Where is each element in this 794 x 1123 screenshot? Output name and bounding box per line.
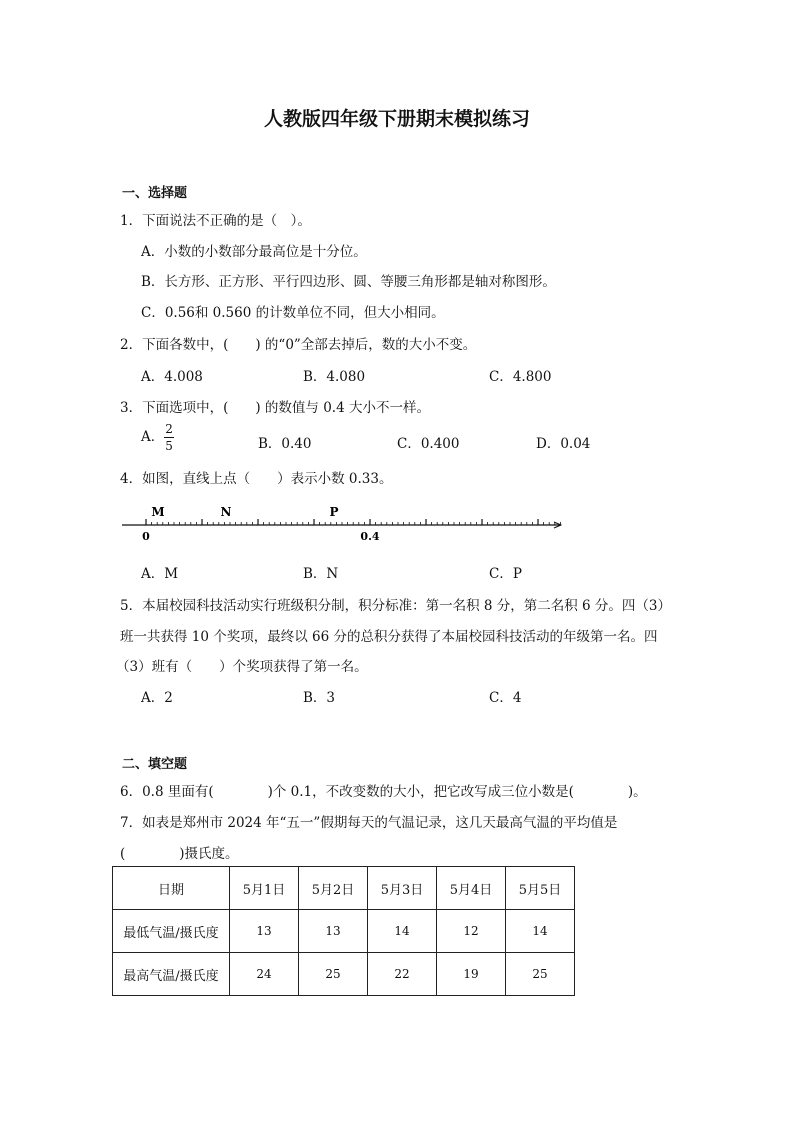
temperature-table [112,866,575,996]
question-4-stem: 4．如图，直线上点（ ）表示小数 0.33。 [120,471,393,487]
section-heading-fill: 二、填空题 [122,757,188,772]
question-2-option-a: A．4.008 [141,369,203,385]
question-5-line-2: 班一共获得 10 个奖项，最终以 66 分的总积分获得了本届校园科技活动的年级第一名。四 [120,629,658,645]
question-2-option-b: B．4.080 [303,369,366,385]
question-4-option-b: B．N [303,566,339,582]
number-line-ticks [146,519,560,525]
table-cell: 25 [506,953,575,996]
fraction-two-fifths [164,423,174,452]
row-label-low: 最低气温/摄氏度 [113,910,230,953]
question-3-option-c: C．0.400 [397,436,460,452]
question-5-option-c: C．4 [489,690,522,706]
table-header-cell: 5月2日 [299,867,368,910]
row-label-high: 最高气温/摄氏度 [113,953,230,996]
table-cell: 19 [437,953,506,996]
question-3-option-b: B．0.40 [258,436,312,452]
question-1-option-b: B．长方形、正方形、平行四边形、圆、等腰三角形都是轴对称图形。 [141,274,556,290]
table-header-cell: 5月3日 [368,867,437,910]
tick-label-point-four: 0.4 [360,530,380,543]
table-header-cell: 5月4日 [437,867,506,910]
question-5-option-a: A．2 [141,690,173,706]
section-heading-choice: 一、选择题 [122,186,188,201]
fraction-denominator: 5 [165,439,173,453]
question-1-option-c: C．0.56和 0.560 的计数单位不同，但大小相同。 [141,305,445,321]
table-row-high [113,953,575,996]
question-5-option-b: B．3 [303,690,336,706]
tick-label-zero: 0 [142,530,150,543]
question-6: 6．0.8 里面有( )个 0.1，不改变数的大小，把它改写成三位小数是( )。 [120,784,647,800]
question-5-line-3: （3）班有（ ）个奖项获得了第一名。 [116,659,368,675]
question-7-line-2: ( )摄氏度。 [120,846,239,862]
table-cell: 22 [368,953,437,996]
table-header-cell: 5月1日 [230,867,299,910]
question-7-line-1: 7．如表是郑州市 2024 年“五一”假期每天的气温记录，这几天最高气温的平均值是 [120,815,618,831]
question-1-option-a: A．小数的小数部分最高位是十分位。 [141,244,367,260]
table-cell: 13 [230,910,299,953]
question-4-option-a: A．M [141,566,179,582]
table-cell: 14 [506,910,575,953]
point-n-label: N [220,505,232,519]
option-a-prefix: A． [141,429,165,445]
question-3-option-a [141,423,174,452]
number-line-figure [118,500,568,548]
question-1-stem: 1．下面说法不正确的是（ ）。 [120,213,311,229]
question-3-option-d: D．0.04 [536,436,591,452]
table-row-low [113,910,575,953]
table-cell: 24 [230,953,299,996]
point-m-label: M [151,505,165,519]
fraction-numerator: 2 [165,422,173,436]
table-header-row [113,867,575,910]
question-5-line-1: 5．本届校园科技活动实行班级积分制，积分标准：第一名积 8 分，第二名积 6 分。四（3） [120,598,672,614]
table-cell: 12 [437,910,506,953]
table-cell: 25 [299,953,368,996]
table-header-cell: 日期 [113,867,230,910]
table-cell: 13 [299,910,368,953]
table-cell: 14 [368,910,437,953]
table-header-cell: 5月5日 [506,867,575,910]
question-3-stem: 3．下面选项中，( ) 的数值与 0.4 大小不一样。 [120,400,430,416]
point-p-label: P [329,505,339,519]
question-4-option-c: C．P [489,566,522,582]
question-2-stem: 2．下面各数中，( ) 的“0”全部去掉后，数的大小不变。 [120,337,477,353]
page-title: 人教版四年级下册期末模拟练习 [263,108,530,130]
question-2-option-c: C．4.800 [489,369,552,385]
